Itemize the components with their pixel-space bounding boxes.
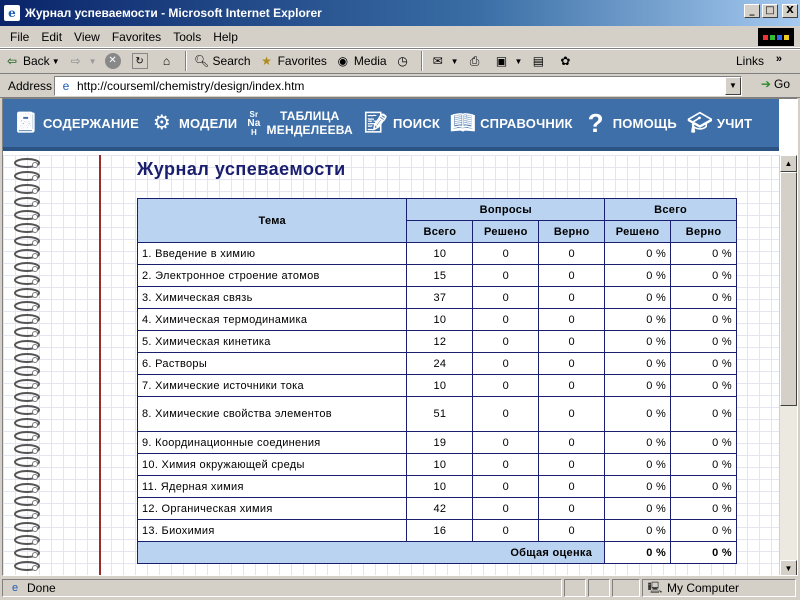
pct-correct-cell: 0 % [671, 375, 737, 397]
total-cell: 51 [407, 397, 473, 432]
solved-cell: 0 [473, 520, 539, 542]
go-button[interactable] [761, 77, 790, 91]
topic-cell: 2. Электронное строение атомов [138, 265, 407, 287]
media-icon: ◉ [337, 54, 349, 68]
nav-teacher[interactable] [687, 109, 752, 137]
total-row [138, 542, 737, 564]
nav-help-label: ПОМОЩЬ [612, 115, 677, 131]
correct-cell: 0 [539, 432, 605, 454]
pct-correct-cell: 0 % [671, 243, 737, 265]
table-row [138, 309, 737, 331]
spiral-hole [33, 475, 38, 480]
topic-cell: 10. Химия окружающей среды [138, 454, 407, 476]
correct-cell: 0 [539, 375, 605, 397]
graduation-cap-icon: 🎓︎ [687, 112, 713, 134]
pct-solved-cell: 0 % [605, 375, 671, 397]
menu-edit[interactable]: Edit [41, 29, 63, 44]
favorites-label: Favorites [277, 54, 327, 68]
pct-solved-cell: 0 % [605, 397, 671, 432]
nav-search[interactable] [363, 109, 440, 137]
spiral-hole [33, 267, 38, 272]
correct-cell: 0 [539, 397, 605, 432]
spiral-hole [33, 384, 38, 389]
scroll-up-button[interactable]: ▲ [780, 155, 797, 172]
solved-cell: 0 [473, 353, 539, 375]
total-cell: 10 [407, 309, 473, 331]
stop-button[interactable] [101, 50, 128, 72]
history-icon: ◷ [397, 54, 408, 68]
window-title: Журнал успеваемости - Microsoft Internet Explorer [25, 6, 322, 20]
page-title: Журнал успеваемости [137, 159, 346, 179]
refresh-icon: ↻ [132, 53, 148, 69]
nav-search-label: ПОИСК [392, 115, 441, 131]
table-row [138, 432, 737, 454]
pct-solved-cell: 0 % [605, 353, 671, 375]
correct-cell: 0 [539, 331, 605, 353]
table-row [138, 476, 737, 498]
correct-cell: 0 [539, 287, 605, 309]
pct-solved-cell: 0 % [605, 331, 671, 353]
standard-toolbar [0, 48, 800, 74]
chevron-down-icon[interactable]: ▼ [51, 56, 60, 66]
total-cell: 10 [407, 476, 473, 498]
spiral-hole [33, 449, 38, 454]
total-cell: 10 [407, 375, 473, 397]
element-sr: Sr [249, 109, 259, 119]
topic-cell: 8. Химические свойства элементов [138, 397, 407, 432]
home-icon: ⌂ [162, 54, 171, 68]
pct-correct-cell: 0 % [671, 432, 737, 454]
pct-correct-cell: 0 % [671, 331, 737, 353]
header-t-solved: Решено [605, 221, 671, 243]
pct-correct-cell: 0 % [671, 353, 737, 375]
table-row [138, 243, 737, 265]
back-button[interactable] [0, 50, 64, 72]
address-bar [0, 74, 800, 98]
menu-favorites[interactable]: Favorites [111, 29, 162, 44]
mail-button[interactable] [426, 50, 463, 72]
table-row [138, 454, 737, 476]
correct-cell: 0 [539, 353, 605, 375]
spiral-hole [33, 462, 38, 467]
spiral-hole [33, 254, 38, 259]
security-zone: My Computer [667, 581, 740, 595]
spiral-hole [33, 280, 38, 285]
page-done-icon: e [11, 582, 19, 594]
element-h: H [250, 127, 257, 137]
maximize-button[interactable]: □ [762, 4, 778, 18]
status-pane [588, 579, 610, 597]
spiral-hole [33, 436, 38, 441]
back-arrow-icon: ⇦ [6, 54, 18, 68]
correct-cell: 0 [539, 243, 605, 265]
favorites-button[interactable] [255, 50, 331, 72]
nav-periodic-table[interactable] [247, 109, 353, 137]
grades-table [137, 198, 737, 564]
menu-bar [0, 26, 800, 48]
pct-solved-cell: 0 % [605, 432, 671, 454]
spiral-hole [33, 202, 38, 207]
spiral-hole [33, 332, 38, 337]
spiral-hole [33, 371, 38, 376]
scroll-thumb[interactable] [780, 172, 797, 406]
pct-solved-cell: 0 % [605, 287, 671, 309]
print-button[interactable] [463, 50, 490, 72]
printer-icon: ⎙ [469, 54, 480, 68]
header-q-solved: Решено [473, 221, 539, 243]
pct-correct-cell: 0 % [671, 397, 737, 432]
solved-cell: 0 [473, 375, 539, 397]
correct-cell: 0 [539, 476, 605, 498]
ie-logo-icon: e [4, 5, 20, 21]
toolbar-separator [185, 51, 187, 71]
spiral-hole [33, 228, 38, 233]
refresh-button[interactable] [128, 50, 155, 72]
nav-contents[interactable] [13, 109, 139, 137]
pct-correct-cell: 0 % [671, 454, 737, 476]
spiral-hole [33, 514, 38, 519]
media-label: Media [353, 54, 387, 68]
spiral-hole [33, 306, 38, 311]
solved-cell: 0 [473, 476, 539, 498]
topic-cell: 13. Биохимия [138, 520, 407, 542]
spiral-hole [33, 293, 38, 298]
topic-cell: 7. Химические источники тока [138, 375, 407, 397]
table-row [138, 397, 737, 432]
address-url[interactable]: http://courseml/chemistry/design/index.htm [77, 79, 305, 93]
back-label: Back [23, 54, 50, 68]
question-icon: ? [587, 108, 604, 138]
pct-correct-cell: 0 % [671, 309, 737, 331]
menu-file[interactable]: File [10, 29, 30, 44]
edit-button[interactable] [490, 50, 527, 72]
chevron-down-icon[interactable]: ▼ [450, 56, 459, 66]
total-cell: 42 [407, 498, 473, 520]
element-na: Na [247, 117, 261, 129]
total-cell: 12 [407, 331, 473, 353]
search-label: Search [212, 54, 251, 68]
search-notes-icon: 📝︎ [363, 112, 389, 134]
spiral-hole [33, 319, 38, 324]
links-toolbar[interactable]: Links [735, 54, 764, 68]
correct-cell: 0 [539, 309, 605, 331]
total-cell: 15 [407, 265, 473, 287]
spiral-hole [33, 501, 38, 506]
chevron-down-icon[interactable]: ▼ [88, 56, 97, 66]
spiral-hole [33, 189, 38, 194]
solved-cell: 0 [473, 287, 539, 309]
computer-icon: 🖳︎ [647, 582, 663, 594]
spiral-hole [33, 566, 38, 571]
window-title-bar[interactable] [0, 0, 800, 26]
table-row [138, 520, 737, 542]
pct-correct-cell: 0 % [671, 265, 737, 287]
nav-models-label: МОДЕЛИ [178, 115, 238, 131]
total-label: Общая оценка [138, 542, 605, 564]
header-q-total: Всего [407, 221, 473, 243]
spiral-hole [33, 176, 38, 181]
status-text: Done [27, 581, 56, 595]
total-cell: 37 [407, 287, 473, 309]
pct-solved-cell: 0 % [605, 243, 671, 265]
nav-reference[interactable] [450, 109, 573, 137]
pct-solved-cell: 0 % [605, 454, 671, 476]
pct-correct-cell: 0 % [671, 520, 737, 542]
chevron-down-icon[interactable]: ▼ [514, 56, 523, 66]
messenger-button[interactable] [553, 50, 580, 72]
topic-cell: 9. Координационные соединения [138, 432, 407, 454]
nav-help[interactable] [583, 109, 677, 137]
spiral-hole [33, 241, 38, 246]
menu-tools[interactable]: Tools [173, 29, 202, 44]
discuss-icon: ▤ [532, 54, 545, 68]
header-total-group: Всего [605, 199, 737, 221]
total-cell: 10 [407, 243, 473, 265]
header-questions: Вопросы [407, 199, 605, 221]
site-navigation [3, 99, 779, 151]
pct-solved-cell: 0 % [605, 265, 671, 287]
status-text-pane [2, 579, 562, 597]
pct-solved-cell: 0 % [605, 309, 671, 331]
spiral-hole [33, 553, 38, 558]
gears-icon: ⚙ [152, 112, 172, 134]
topic-cell: 3. Химическая связь [138, 287, 407, 309]
browser-viewport [2, 98, 798, 576]
status-pane [612, 579, 640, 597]
discuss-button[interactable] [526, 50, 553, 72]
search-icon: 🔍︎ [193, 54, 210, 68]
spiral-binding [3, 155, 43, 576]
history-button[interactable] [391, 50, 418, 72]
windows-logo-icon [758, 28, 794, 46]
spiral-hole [33, 423, 38, 428]
status-bar [0, 576, 800, 600]
total-pct-correct: 0 % [671, 542, 737, 564]
spiral-hole [33, 215, 38, 220]
spiral-hole [33, 527, 38, 532]
search-button[interactable] [190, 50, 255, 72]
solved-cell: 0 [473, 309, 539, 331]
links-chevron-icon[interactable]: » [775, 53, 782, 65]
stop-icon: ✕ [105, 53, 121, 69]
forward-arrow-icon: ⇨ [70, 54, 81, 68]
total-pct-solved: 0 % [605, 542, 671, 564]
correct-cell: 0 [539, 265, 605, 287]
go-label: Go [773, 77, 790, 91]
address-label: Address [8, 78, 53, 93]
spiral-hole [33, 345, 38, 350]
topic-cell: 1. Введение в химию [138, 243, 407, 265]
pct-correct-cell: 0 % [671, 498, 737, 520]
solved-cell: 0 [473, 243, 539, 265]
edit-page-icon: ▣ [495, 54, 508, 68]
page-icon: e [62, 79, 70, 93]
topic-cell: 11. Ядерная химия [138, 476, 407, 498]
table-row [138, 498, 737, 520]
pct-correct-cell: 0 % [671, 476, 737, 498]
close-button[interactable]: X [782, 4, 798, 18]
spiral-hole [33, 410, 38, 415]
spiral-hole [33, 163, 38, 168]
table-row [138, 375, 737, 397]
spiral-hole [33, 397, 38, 402]
mail-icon: ✉ [432, 54, 443, 68]
go-arrow-icon: ➔ [760, 77, 771, 91]
menu-view[interactable]: View [74, 29, 100, 44]
topic-cell: 12. Органическая химия [138, 498, 407, 520]
address-input[interactable] [54, 76, 742, 96]
pct-solved-cell: 0 % [605, 520, 671, 542]
address-dropdown-button[interactable]: ▼ [725, 77, 741, 95]
spiral-hole [33, 358, 38, 363]
spiral-hole [33, 488, 38, 493]
vertical-scrollbar[interactable] [779, 155, 797, 576]
total-cell: 10 [407, 454, 473, 476]
total-cell: 24 [407, 353, 473, 375]
total-cell: 16 [407, 520, 473, 542]
correct-cell: 0 [539, 520, 605, 542]
media-button[interactable] [331, 50, 391, 72]
toolbar-separator [421, 51, 423, 71]
table-row [138, 353, 737, 375]
pct-correct-cell: 0 % [671, 287, 737, 309]
status-pane [564, 579, 586, 597]
home-button[interactable] [155, 50, 182, 72]
correct-cell: 0 [539, 454, 605, 476]
spiral-hole [33, 540, 38, 545]
solved-cell: 0 [473, 454, 539, 476]
header-topic: Тема [138, 199, 407, 243]
nav-teacher-label: УЧИТ [716, 115, 753, 131]
menu-help[interactable]: Help [213, 29, 238, 44]
nav-models[interactable] [149, 109, 237, 137]
solved-cell: 0 [473, 432, 539, 454]
table-row [138, 287, 737, 309]
pct-solved-cell: 0 % [605, 498, 671, 520]
notebook-page [3, 155, 779, 576]
solved-cell: 0 [473, 498, 539, 520]
solved-cell: 0 [473, 265, 539, 287]
favorites-folder-icon: ★ [261, 54, 272, 68]
nav-periodic-line2: МЕНДЕЛЕЕВА [266, 123, 353, 137]
table-row [138, 331, 737, 353]
messenger-icon: ✿ [560, 54, 571, 68]
elements-icon [247, 110, 260, 137]
solved-cell: 0 [473, 397, 539, 432]
minimize-button[interactable]: _ [744, 4, 760, 18]
security-zone-pane [642, 579, 796, 597]
nav-periodic-line1: ТАБЛИЦА [280, 109, 340, 123]
topic-cell: 4. Химическая термодинамика [138, 309, 407, 331]
margin-line [99, 155, 101, 576]
forward-button[interactable] [64, 50, 101, 72]
total-cell: 19 [407, 432, 473, 454]
topic-cell: 5. Химическая кинетика [138, 331, 407, 353]
notebook-icon: 📓︎ [13, 112, 39, 134]
header-t-correct: Верно [671, 221, 737, 243]
header-q-correct: Верно [539, 221, 605, 243]
scroll-down-button[interactable]: ▼ [780, 560, 797, 576]
topic-cell: 6. Растворы [138, 353, 407, 375]
book-icon: 📖︎ [450, 112, 476, 134]
pct-solved-cell: 0 % [605, 476, 671, 498]
table-row [138, 265, 737, 287]
solved-cell: 0 [473, 331, 539, 353]
nav-contents-label: СОДЕРЖАНИЕ [43, 115, 139, 131]
correct-cell: 0 [539, 498, 605, 520]
nav-reference-label: СПРАВОЧНИК [480, 115, 573, 131]
